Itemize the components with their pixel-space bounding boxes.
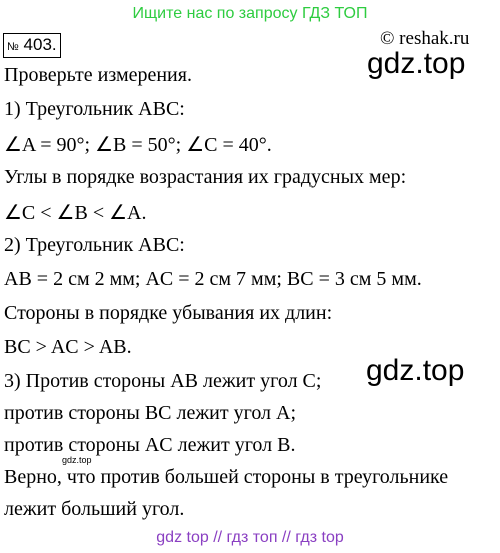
text-line-10: 3) Против стороны AB лежит угол C; [4, 370, 322, 392]
text-line-7: AB = 2 см 2 мм; AC = 2 см 7 мм; BC = 3 см 5 мм. [4, 268, 422, 290]
text-line-5: ∠C < ∠B < ∠A. [4, 202, 147, 224]
text-line-12: против стороны AC лежит угол B. [4, 434, 296, 456]
top-watermark: Ищите нас по запросу ГДЗ ТОП [132, 5, 368, 22]
gdz-watermark-middle: gdz.top [366, 354, 465, 387]
gdz-watermark: gdz.top [367, 47, 466, 80]
text-line-6: 2) Треугольник ABC: [4, 234, 185, 256]
problem-number-box [3, 33, 61, 58]
text-line-13: Верно, что против большей стороны в треугольнике [4, 466, 449, 488]
copyright-text: © reshak.ru [380, 28, 470, 49]
number-sign: № [7, 41, 19, 53]
problem-number: 403. [23, 35, 57, 54]
text-line-2: 1) Треугольник ABC: [4, 98, 185, 120]
bottom-watermark: gdz top // гдз топ // гдз top [156, 529, 344, 546]
gdz-watermark-small: gdz.top [62, 455, 92, 465]
text-line-4: Углы в порядке возрастания их градусных мер: [4, 166, 407, 188]
text-line-8: Стороны в порядке убывания их длин: [4, 302, 333, 324]
text-line-3: ∠A = 90°; ∠B = 50°; ∠C = 40°. [4, 134, 272, 156]
text-line-9: BC > AC > AB. [4, 336, 132, 358]
text-line-1: Проверьте измерения. [4, 64, 192, 86]
text-line-14: лежит больший угол. [4, 498, 185, 520]
text-line-11: против стороны BC лежит угол A; [4, 402, 297, 424]
